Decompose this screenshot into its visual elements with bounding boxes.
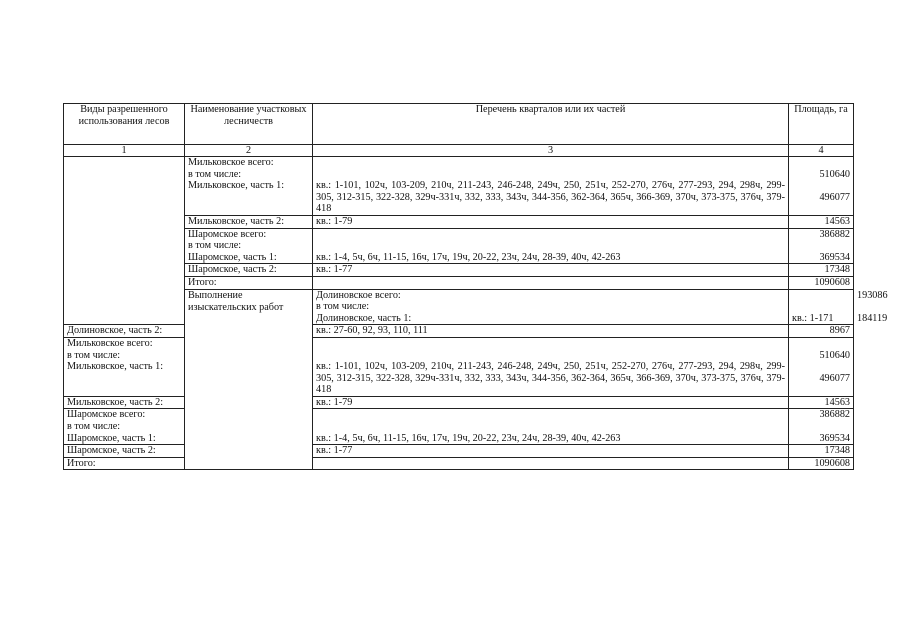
area-value: 14563 — [789, 215, 854, 228]
area-value: 14563 — [789, 396, 854, 409]
table-row — [64, 396, 854, 409]
area-value: 510640 — [819, 349, 850, 361]
forestry-total-label: Долиновское всего: — [316, 289, 401, 301]
table-row — [64, 445, 854, 458]
quarters-list: кв.: 1-79 — [313, 215, 789, 228]
column-number-row — [64, 145, 854, 157]
forestry-cell — [185, 228, 313, 264]
header-forestry-name: Наименование участковых лесничеств — [185, 104, 313, 145]
forestry-part-label: Долиновское, часть 2: — [64, 325, 185, 338]
total-area: 1090608 — [789, 276, 854, 289]
area-value: 369534 — [819, 432, 850, 444]
forestry-part-label: Шаромское, часть 1: — [188, 251, 277, 263]
area-value: 8967 — [789, 325, 854, 338]
area-value: 386882 — [819, 228, 850, 240]
forestry-part-label: Шаромское, часть 2: — [185, 264, 313, 277]
total-row — [64, 457, 854, 470]
empty-cell — [313, 457, 789, 470]
forestry-cell — [313, 289, 789, 325]
area-cell — [789, 409, 854, 445]
forestry-part-label: Мильковское, часть 1: — [188, 180, 285, 192]
quarters-list: кв.: 27-60, 92, 93, 110, 111 — [313, 325, 789, 338]
use-type-cell-empty — [64, 157, 185, 325]
forestry-part-label: Долиновское, часть 1: — [316, 312, 412, 324]
quarters-cell — [789, 289, 854, 325]
column-number: 3 — [313, 145, 789, 157]
area-value: 510640 — [819, 168, 850, 180]
table-row — [64, 325, 854, 338]
column-number: 2 — [185, 145, 313, 157]
quarters-list: кв.: 1-4, 5ч, 6ч, 11-15, 16ч, 17ч, 19ч, 20-22, 23ч, 24ч, 28-39, 40ч, 42-263 — [316, 432, 621, 444]
area-value: 496077 — [819, 372, 850, 384]
forest-use-table — [63, 103, 888, 470]
quarters-cell — [313, 409, 789, 445]
table-row — [64, 337, 854, 396]
including-label: в том числе: — [67, 349, 121, 361]
header-quarters: Перечень кварталов или их частей — [313, 104, 789, 145]
area-value: 386882 — [819, 409, 850, 421]
including-label: в том числе: — [188, 240, 242, 252]
quarters-cell — [313, 157, 789, 216]
table-row — [64, 409, 854, 445]
forestry-part-label: Шаромское, часть 2: — [64, 445, 185, 458]
forestry-cell — [185, 157, 313, 216]
including-label: в том числе: — [316, 301, 370, 313]
area-cell — [789, 228, 854, 264]
quarters-list: кв.: 1-101, 102ч, 103-209, 210ч, 211-243, 246-248, 249ч, 250, 251ч, 252-270, 276ч, 277-293, 294, 298ч, 299-305, 312-315, 322-328, 329ч-331ч, 332, 333, 343ч, 344-356, 362-364, 365ч, 366-369, 370ч, 373-375, 376ч, 379-418 — [316, 180, 785, 215]
forestry-total-label: Шаромское всего: — [188, 228, 267, 240]
quarters-list: кв.: 1-77 — [313, 264, 789, 277]
area-value: 17348 — [789, 445, 854, 458]
quarters-cell — [313, 337, 789, 396]
forestry-part-label: Мильковское, часть 2: — [64, 396, 185, 409]
including-label: в том числе: — [67, 421, 121, 433]
table-row: Выполнение изыскательских работ Долиновское всего: в том числе: Долиновское, часть 1: кв.: 1-171 193086 184119 — [64, 289, 854, 325]
column-number: 4 — [789, 145, 854, 157]
total-label: Итого: — [185, 276, 313, 289]
quarters-list: кв.: 1-77 — [313, 445, 789, 458]
area-cell — [789, 337, 854, 396]
total-area: 1090608 — [789, 457, 854, 470]
forestry-total-label: Мильковское всего: — [188, 157, 274, 168]
area-cell — [789, 157, 854, 216]
column-number: 1 — [64, 145, 185, 157]
header-area: Площадь, га — [789, 104, 854, 145]
forestry-total-label: Мильковское всего: — [67, 337, 153, 349]
area-value: 17348 — [789, 264, 854, 277]
forestry-part-label: Шаромское, часть 1: — [67, 432, 156, 444]
forestry-part-label: Мильковское, часть 1: — [67, 361, 164, 373]
use-type-cell: Выполнение изыскательских работ — [185, 289, 313, 470]
empty-cell — [313, 276, 789, 289]
forestry-cell — [64, 409, 185, 445]
table-row — [64, 157, 854, 216]
quarters-list: кв.: 1-79 — [313, 396, 789, 409]
header-row — [64, 104, 854, 145]
quarters-list: кв.: 1-101, 102ч, 103-209, 210ч, 211-243, 246-248, 249ч, 250, 251ч, 252-270, 276ч, 277-293, 294, 298ч, 299-305, 312-315, 322-328, 329ч-331ч, 332, 333, 343ч, 344-356, 362-364, 365ч, 366-369, 370ч, 373-375, 376ч, 379-418 — [316, 361, 785, 396]
quarters-cell — [313, 228, 789, 264]
header-use-type: Виды разрешенного использования лесов — [64, 104, 185, 145]
quarters-list: кв.: 1-171 — [792, 312, 834, 324]
forestry-cell — [64, 337, 185, 396]
area-value: 496077 — [819, 191, 850, 203]
area-value: 369534 — [819, 251, 850, 263]
total-label: Итого: — [64, 457, 185, 470]
quarters-list: кв.: 1-4, 5ч, 6ч, 11-15, 16ч, 17ч, 19ч, 20-22, 23ч, 24ч, 28-39, 40ч, 42-263 — [316, 251, 621, 263]
forestry-part-label: Мильковское, часть 2: — [185, 215, 313, 228]
including-label: в том числе: — [188, 168, 242, 180]
forestry-total-label: Шаромское всего: — [67, 409, 146, 421]
